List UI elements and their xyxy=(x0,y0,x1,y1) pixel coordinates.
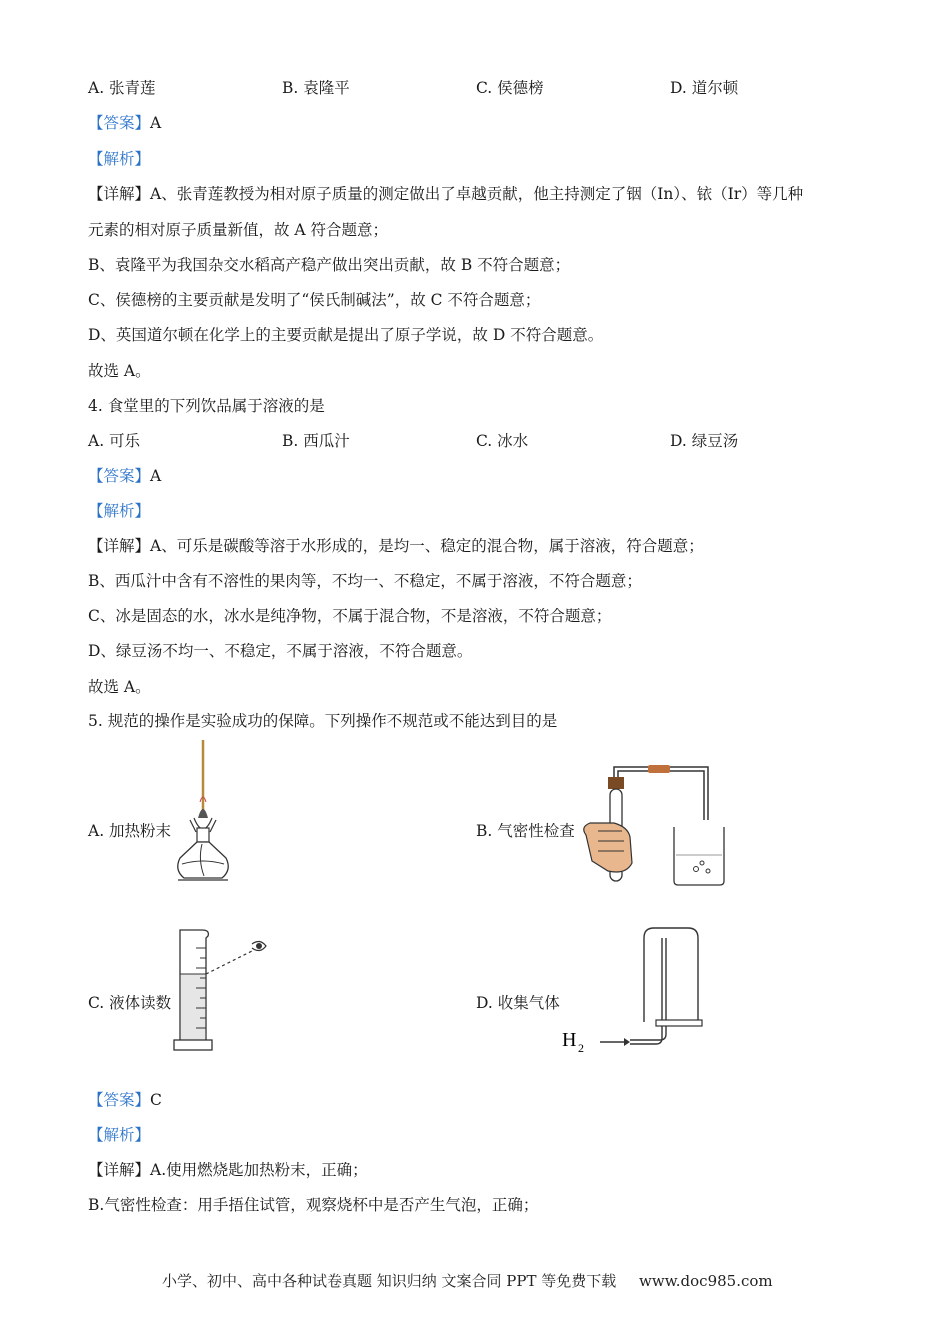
answer-value: A xyxy=(150,114,162,132)
detail-tag: 【详解】 xyxy=(88,1161,151,1179)
q3-conclusion: 故选 A。 xyxy=(88,362,151,380)
q5-option-b: B. 气密性检查 xyxy=(476,822,575,840)
q3-detail-line xyxy=(88,182,803,204)
q3-option-d: D. 道尔顿 xyxy=(670,79,739,97)
q5-answer xyxy=(88,1088,162,1110)
detail-text: A、张青莲教授为相对原子质量的测定做出了卓越贡献，他主持测定了铟（In）、铱（Ir）等几种 xyxy=(150,185,804,203)
footer-url[interactable]: www.doc985.com xyxy=(639,1272,773,1290)
q5-option-c: C. 液体读数 xyxy=(88,994,172,1012)
gas-collection-illustration xyxy=(560,926,710,1056)
q5-question: 5. 规范的操作是实验成功的保障。下列操作不规范或不能达到目的是 xyxy=(88,712,558,730)
detail-text: A.使用燃烧匙加热粉末，正确； xyxy=(150,1161,368,1179)
h2-label: H xyxy=(562,1029,577,1051)
q4-question: 4. 食堂里的下列饮品属于溶液的是 xyxy=(88,397,325,415)
q4-option-a: A. 可乐 xyxy=(88,432,141,450)
alcohol-lamp-spoon-illustration xyxy=(168,740,238,890)
q3-option-b: B. 袁隆平 xyxy=(282,79,350,97)
q3-option-a: A. 张青莲 xyxy=(88,79,156,97)
q3-detail-line: B、袁隆平为我国杂交水稻高产稳产做出突出贡献，故 B 不符合题意； xyxy=(88,256,571,274)
graduated-cylinder-illustration xyxy=(172,928,272,1054)
q3-analysis-tag: 【解析】 xyxy=(88,150,151,168)
h2-subscript: 2 xyxy=(578,1041,584,1055)
q4-detail-line: B、西瓜汁中含有不溶性的果肉等，不均一、不稳定，不属于溶液，不符合题意； xyxy=(88,572,642,590)
q4-detail-line xyxy=(88,534,704,556)
airtightness-check-illustration xyxy=(578,765,728,890)
q5-option-a: A. 加热粉末 xyxy=(88,822,172,840)
q4-analysis-tag: 【解析】 xyxy=(88,502,151,520)
footer-text: 小学、初中、高中各种试卷真题 知识归纳 文案合同 PPT 等免费下载 xyxy=(162,1272,617,1290)
q5-analysis-tag: 【解析】 xyxy=(88,1126,151,1144)
q5-detail-line: B.气密性检查：用手捂住试管，观察烧杯中是否产生气泡，正确； xyxy=(88,1196,539,1214)
answer-tag: 【答案】 xyxy=(88,467,151,485)
q4-option-c: C. 冰水 xyxy=(476,432,529,450)
q4-detail-line: C、冰是固态的水，冰水是纯净物，不属于混合物，不是溶液，不符合题意； xyxy=(88,607,612,625)
q5-detail-line xyxy=(88,1158,368,1180)
q5-option-d: D. 收集气体 xyxy=(476,994,560,1012)
q4-detail-line: D、绿豆汤不均一、不稳定，不属于溶液，不符合题意。 xyxy=(88,642,473,660)
q4-option-d: D. 绿豆汤 xyxy=(670,432,739,450)
footer xyxy=(162,1270,773,1291)
detail-tag: 【详解】 xyxy=(88,185,151,203)
q3-option-c: C. 侯德榜 xyxy=(476,79,544,97)
answer-value: C xyxy=(150,1091,162,1109)
q3-answer xyxy=(88,111,161,133)
q3-detail-line: D、英国道尔顿在化学上的主要贡献是提出了原子学说，故 D 不符合题意。 xyxy=(88,326,604,344)
detail-tag: 【详解】 xyxy=(88,537,151,555)
q4-option-b: B. 西瓜汁 xyxy=(282,432,350,450)
detail-text: A、可乐是碳酸等溶于水形成的，是均一、稳定的混合物，属于溶液，符合题意； xyxy=(150,537,704,555)
answer-tag: 【答案】 xyxy=(88,1091,151,1109)
q3-detail-line: 元素的相对原子质量新值，故 A 符合题意； xyxy=(88,221,389,239)
answer-tag: 【答案】 xyxy=(88,114,151,132)
q4-conclusion: 故选 A。 xyxy=(88,678,151,696)
q4-answer xyxy=(88,464,161,486)
answer-value: A xyxy=(150,467,162,485)
q3-detail-line: C、侯德榜的主要贡献是发明了“侯氏制碱法”，故 C 不符合题意； xyxy=(88,291,541,309)
